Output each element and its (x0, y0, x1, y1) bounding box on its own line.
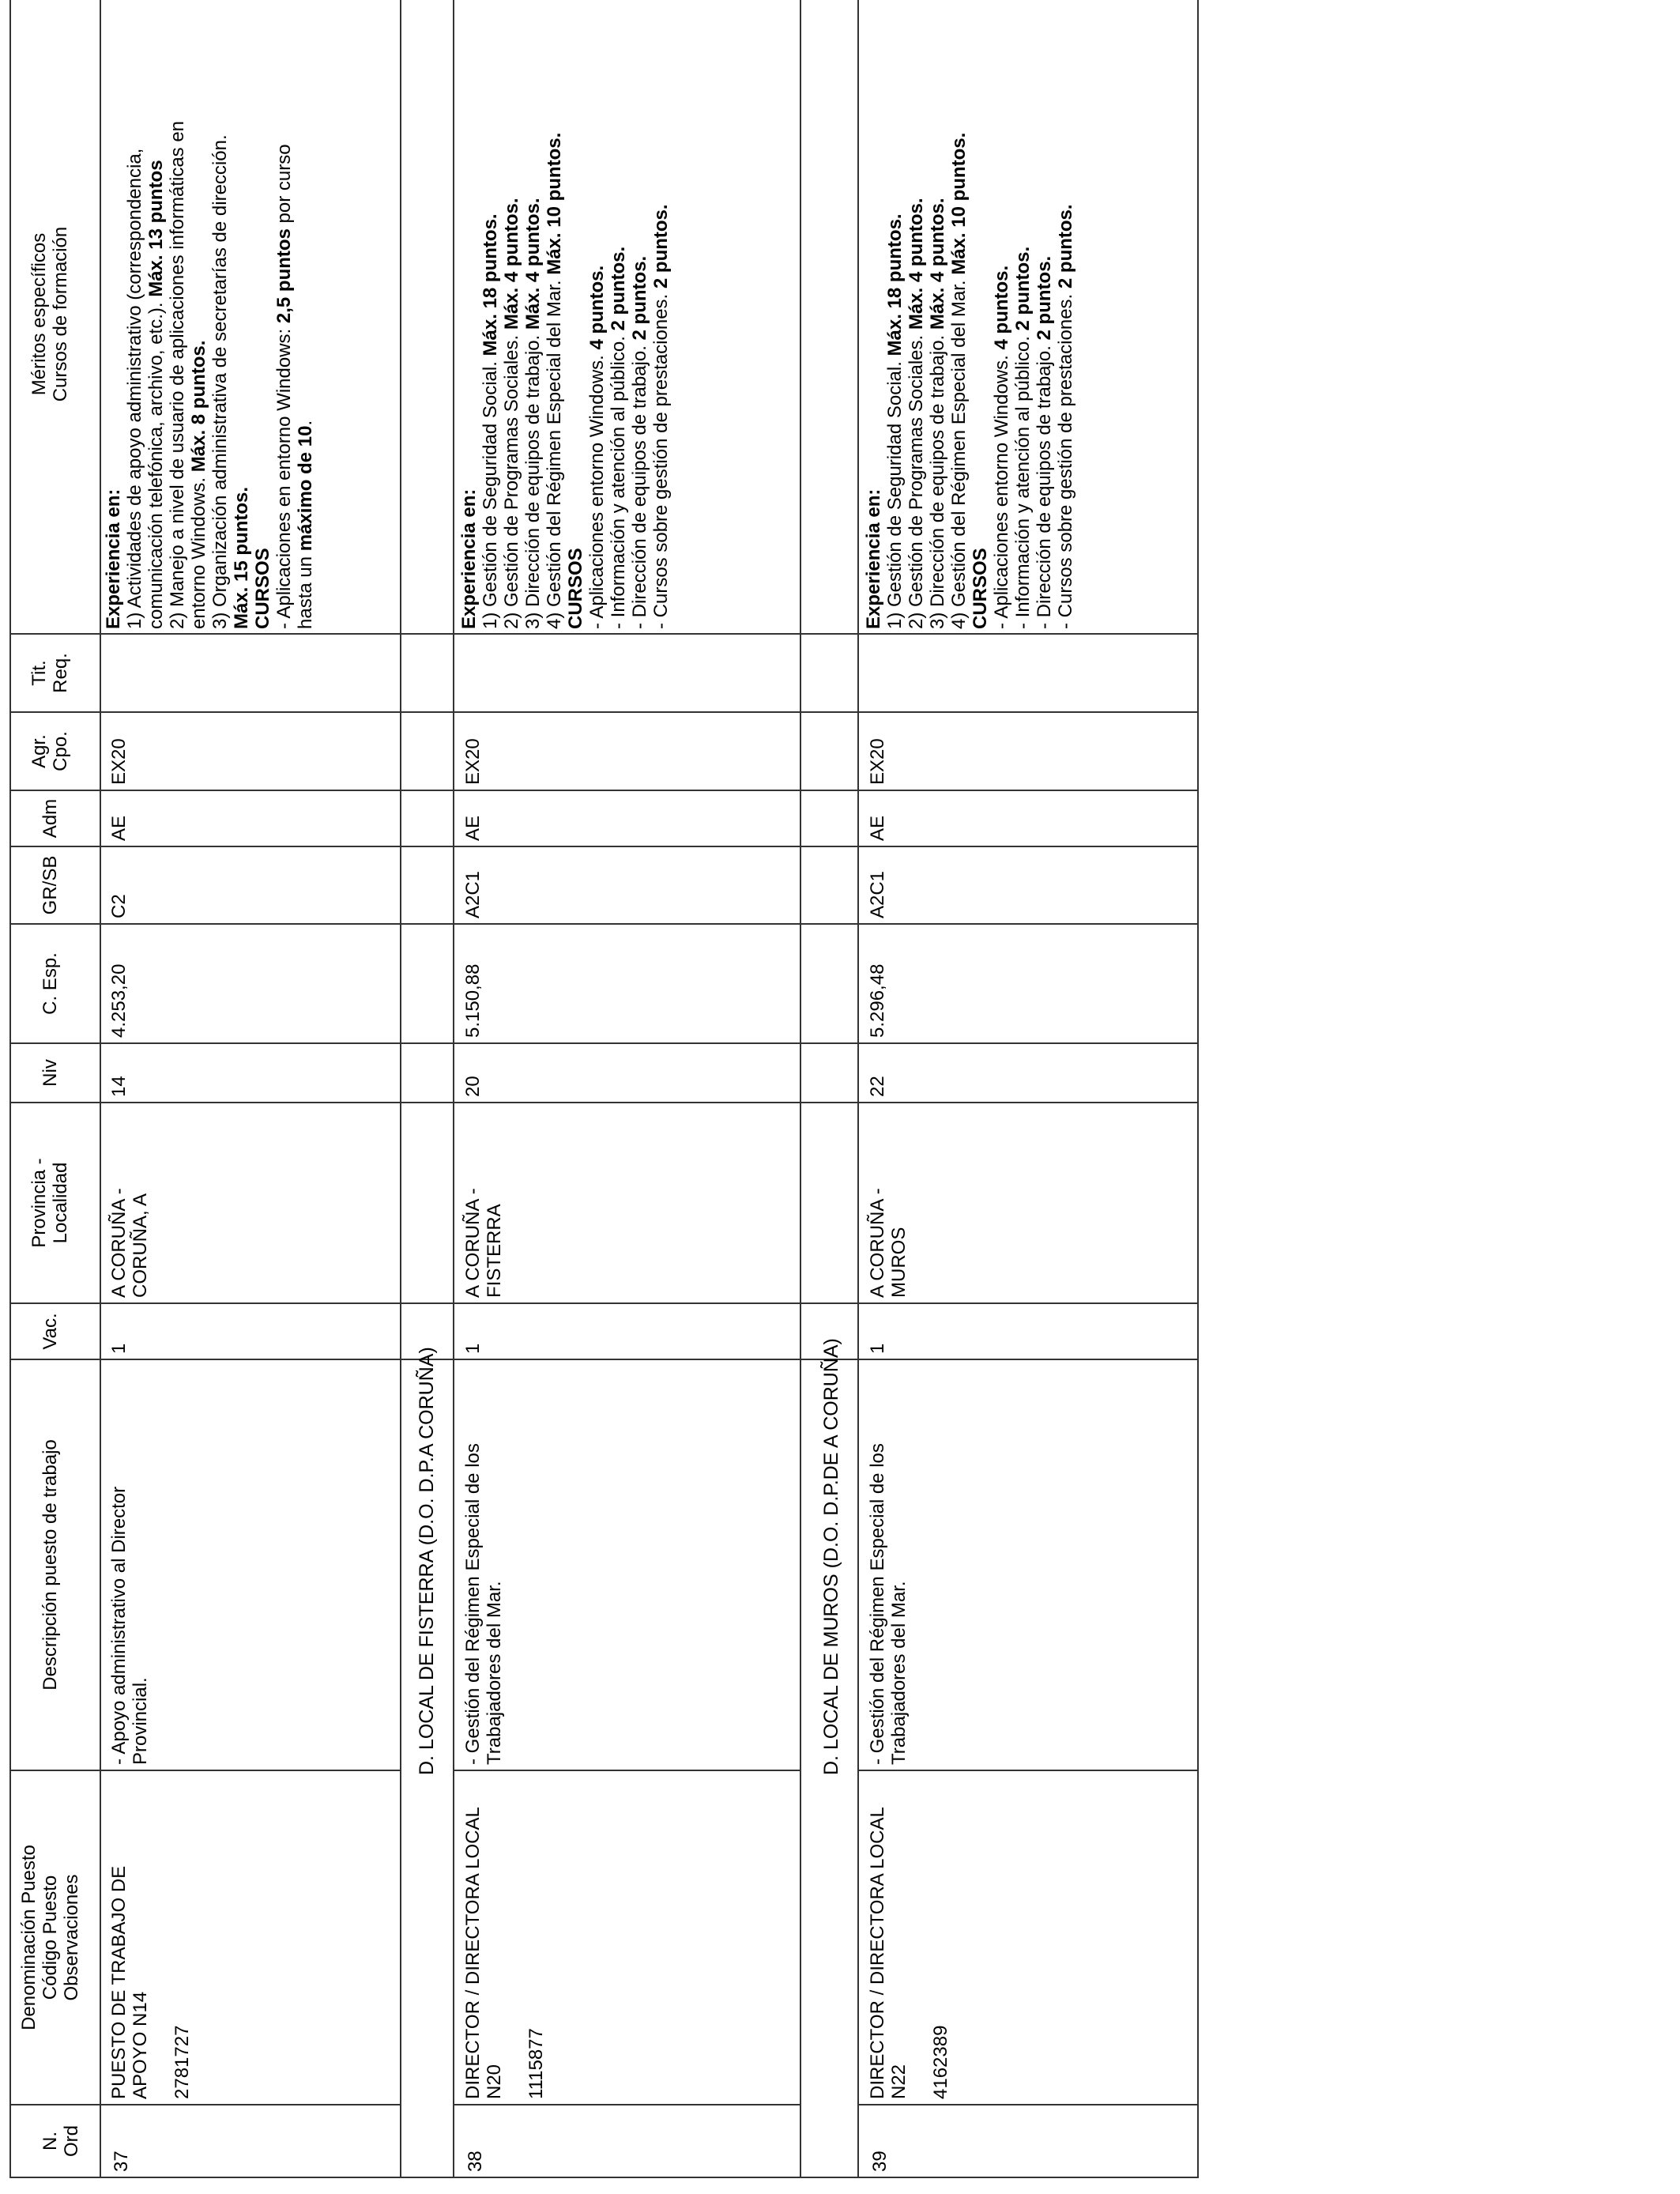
header-niv: Niv (40, 1059, 61, 1087)
meritos-segment: - Aplicaciones en entorno Windows: (273, 323, 295, 629)
column-divider (9, 2177, 1199, 2178)
table-border-top (9, 0, 11, 2178)
row-codigo: 4162389 (930, 2025, 951, 2099)
meritos-segment: - Dirección de equipos de trabajo. (1034, 340, 1055, 629)
row-agr: EX20 (462, 738, 484, 785)
meritos-line (480, 0, 501, 629)
meritos-segment: 2 puntos. (1012, 246, 1034, 331)
column-divider (453, 2104, 800, 2105)
meritos-segment: 1) Gestión de Seguridad Social. (480, 356, 501, 629)
meritos-line (167, 0, 188, 629)
row-meritos (863, 0, 1076, 629)
meritos-line (927, 0, 948, 629)
meritos-segment: Máx. 4 puntos. (501, 198, 522, 330)
meritos-line (103, 0, 124, 629)
meritos-segment: Máx. 18 puntos. (884, 213, 906, 356)
meritos-segment: por curso (273, 144, 295, 229)
meritos-segment: - Cursos sobre gestión de prestaciones. (1055, 288, 1076, 629)
row-adm: AE (462, 815, 484, 841)
meritos-segment: comunicación telefónica, archivo, etc.). (145, 296, 167, 629)
meritos-segment: 2) Manejo a nivel de usuario de aplicaciones informáticas en (167, 120, 188, 629)
meritos-line (608, 0, 629, 629)
column-divider (857, 1770, 1199, 1771)
header-agr: Agr. Cpo. (28, 731, 71, 771)
meritos-line (948, 0, 970, 629)
meritos-segment: 4) Gestión del Régimen Especial del Mar. (948, 274, 970, 629)
meritos-line (295, 0, 316, 629)
meritos-segment: 1) Actividades de apoyo administrativo (correspondencia, (124, 148, 145, 629)
row-agr: EX20 (108, 738, 130, 785)
meritos-segment: 4 puntos. (991, 265, 1012, 350)
meritos-line (124, 0, 145, 629)
row-codigo: 2781727 (171, 2025, 193, 2099)
header-meritos: Méritos específicos Cursos de formación (28, 226, 71, 402)
meritos-segment: - Cursos sobre gestión de prestaciones. (650, 288, 672, 629)
meritos-segment: Experiencia en: (458, 488, 480, 629)
row-denominacion: PUESTO DE TRABAJO DE APOYO N14 (108, 1865, 151, 2099)
meritos-segment: Máx. 13 puntos (145, 160, 167, 297)
header-nord: N. Ord (40, 2125, 82, 2158)
header-cesp: C. Esp. (40, 952, 61, 1015)
meritos-line (629, 0, 650, 629)
column-divider (9, 923, 1199, 925)
meritos-line (209, 0, 231, 629)
meritos-segment: 3) Dirección de equipos de trabajo. (927, 330, 948, 629)
row-nord: 37 (111, 2151, 132, 2172)
row-vac: 1 (108, 1343, 130, 1354)
meritos-line (884, 0, 906, 629)
meritos-line (231, 0, 252, 629)
row-provincia: A CORUÑA - CORUÑA, A (108, 1188, 151, 1298)
table-border-bottom (1197, 0, 1199, 2178)
meritos-segment: 2 puntos. (650, 204, 672, 289)
row-agr: EX20 (867, 738, 888, 785)
row-niv: 14 (108, 1076, 130, 1097)
row-vac: 1 (462, 1343, 484, 1354)
meritos-segment: Máx. 4 puntos. (522, 198, 544, 330)
meritos-segment: 2,5 puntos (273, 228, 295, 324)
meritos-line (1055, 0, 1076, 629)
column-divider (857, 2104, 1199, 2105)
meritos-line (565, 0, 586, 629)
row-meritos (103, 0, 316, 629)
row-vac: 1 (867, 1343, 888, 1354)
column-divider (453, 1770, 800, 1771)
meritos-segment: CURSOS (252, 548, 273, 629)
meritos-segment: Experiencia en: (863, 488, 884, 629)
row-nord: 38 (465, 2151, 486, 2172)
meritos-line (970, 0, 991, 629)
meritos-segment: Experiencia en: (103, 488, 124, 629)
meritos-line (145, 0, 167, 629)
meritos-segment: Máx. 10 puntos. (544, 132, 565, 275)
row-descripcion: - Gestión del Régimen Especial de los Trabajadores del Mar. (867, 1443, 910, 1765)
column-divider (9, 711, 1199, 713)
meritos-segment: - Información y atención al público. (1012, 330, 1034, 629)
meritos-line (501, 0, 522, 629)
row-nord: 39 (869, 2151, 891, 2172)
header-denominacion: Denominación Puesto Código Puesto Observaciones (18, 1845, 82, 2030)
meritos-segment: 4 puntos. (586, 265, 608, 350)
meritos-segment: - Dirección de equipos de trabajo. (629, 340, 650, 629)
row-descripcion: - Gestión del Régimen Especial de los Trabajadores del Mar. (462, 1443, 505, 1765)
row-cesp: 5.296,48 (867, 963, 888, 1038)
row-cesp: 4.253,20 (108, 963, 130, 1038)
row-cesp: 5.150,88 (462, 963, 484, 1038)
meritos-segment: máximo de 10 (295, 425, 316, 552)
row-divider (400, 0, 401, 2178)
meritos-segment: 2 puntos. (629, 255, 650, 341)
row-grsb: A2C1 (462, 870, 484, 918)
section-divider (453, 0, 454, 2178)
section-title: D. LOCAL DE FISTERRA (D.O. D.P.A CORUÑA) (416, 1347, 438, 1775)
meritos-segment: Máx. 8 puntos. (188, 340, 209, 473)
header-provincia: Provincia - Localidad (28, 1158, 71, 1248)
row-adm: AE (108, 815, 130, 841)
row-denominacion: DIRECTOR / DIRECTORA LOCAL N22 (867, 1807, 910, 2099)
section-title: D. LOCAL DE MUROS (D.O. D.P.DE A CORUÑA) (820, 1338, 842, 1775)
meritos-segment: 2 puntos. (608, 246, 629, 331)
section-divider (857, 0, 859, 2178)
meritos-line (863, 0, 884, 629)
row-niv: 22 (867, 1076, 888, 1097)
row-divider (800, 0, 801, 2178)
row-niv: 20 (462, 1076, 484, 1097)
meritos-segment: 2) Gestión de Programas Sociales. (906, 330, 927, 629)
meritos-line (650, 0, 672, 629)
meritos-line (252, 0, 273, 629)
column-divider (9, 790, 1199, 791)
meritos-segment: 4) Gestión del Régimen Especial del Mar. (544, 274, 565, 629)
header-vac: Vac. (40, 1313, 61, 1350)
meritos-segment: CURSOS (565, 548, 586, 629)
meritos-line (1034, 0, 1055, 629)
meritos-line (522, 0, 544, 629)
column-divider (9, 1102, 1199, 1103)
meritos-segment: hasta un (295, 551, 316, 629)
header-grsb: GR/SB (40, 855, 61, 915)
meritos-line (458, 0, 480, 629)
meritos-line (188, 0, 209, 629)
row-meritos (458, 0, 672, 629)
column-divider (9, 633, 1199, 635)
row-denominacion: DIRECTOR / DIRECTORA LOCAL N20 (462, 1807, 505, 2099)
row-descripcion: - Apoyo administrativo al Director Provincial. (108, 1486, 151, 1765)
meritos-line (991, 0, 1012, 629)
meritos-segment: 2 puntos. (1034, 255, 1055, 341)
meritos-segment: 3) Organización administrativa de secretarías de dirección. (209, 134, 231, 629)
column-divider (9, 1042, 1199, 1044)
meritos-segment: 2 puntos. (1055, 204, 1076, 289)
header-descripcion: Descripción puesto de trabajo (40, 1439, 61, 1691)
row-grsb: A2C1 (867, 870, 888, 918)
header-adm: Adm (40, 798, 61, 839)
row-provincia: A CORUÑA - FISTERRA (462, 1188, 505, 1298)
meritos-segment: 2) Gestión de Programas Sociales. (501, 330, 522, 629)
meritos-segment: Máx. 18 puntos. (480, 213, 501, 356)
meritos-line (273, 0, 295, 629)
column-divider (9, 1359, 1199, 1360)
meritos-segment: Máx. 4 puntos. (927, 198, 948, 330)
meritos-segment: - Aplicaciones entorno Windows. (586, 349, 608, 629)
header-tit: Tit. Req. (28, 653, 71, 693)
meritos-line (544, 0, 565, 629)
column-divider (9, 1302, 1199, 1304)
meritos-segment: Máx. 10 puntos. (948, 132, 970, 275)
header-divider (100, 0, 101, 2178)
meritos-segment: Máx. 15 puntos. (231, 486, 252, 629)
meritos-segment: - Información y atención al público. (608, 330, 629, 629)
meritos-line (586, 0, 608, 629)
column-divider (9, 846, 1199, 847)
meritos-segment: CURSOS (970, 548, 991, 629)
meritos-line (1012, 0, 1034, 629)
row-grsb: C2 (108, 894, 130, 918)
meritos-line (906, 0, 927, 629)
row-codigo: 1115877 (525, 2028, 547, 2099)
meritos-segment: 1) Gestión de Seguridad Social. (884, 356, 906, 629)
row-adm: AE (867, 815, 888, 841)
meritos-segment: - Aplicaciones entorno Windows. (991, 349, 1012, 629)
row-provincia: A CORUÑA - MUROS (867, 1188, 910, 1298)
meritos-segment: . (295, 420, 316, 426)
meritos-segment: entorno Windows. (188, 472, 209, 629)
meritos-segment: Máx. 4 puntos. (906, 198, 927, 330)
meritos-segment: 3) Dirección de equipos de trabajo. (522, 330, 544, 629)
